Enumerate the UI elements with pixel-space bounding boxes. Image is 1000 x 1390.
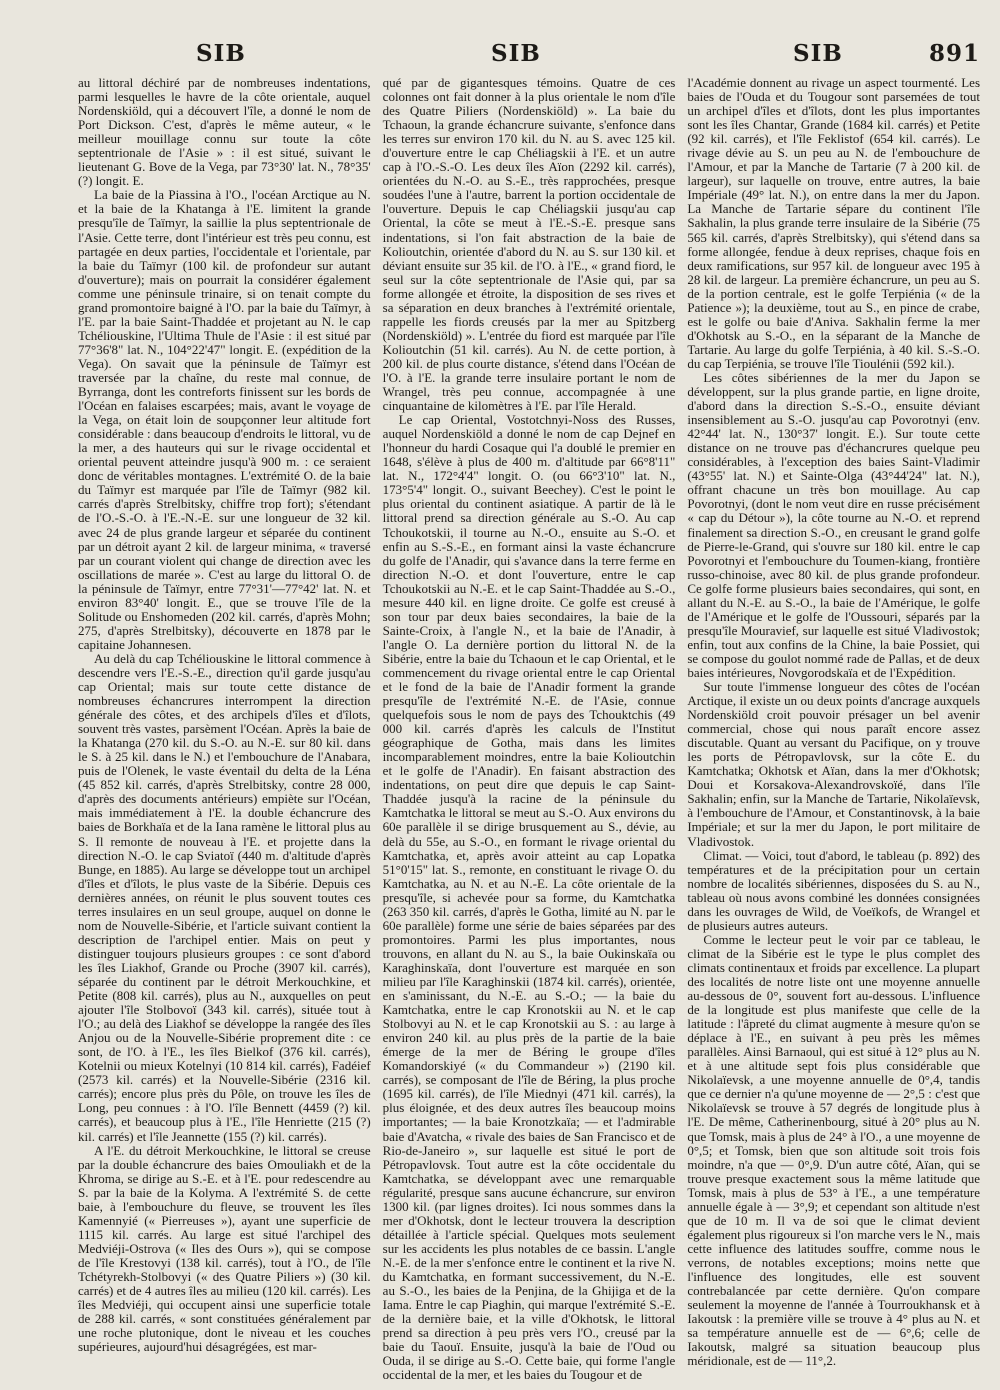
header-center: SIB <box>491 40 541 67</box>
paragraph: Comme le lecteur peut le voir par ce tableau, le climat de la Sibérie est le type le plus complet des climats continentaux et froids par excellence. La plupart des localités de notre liste ont une moyenne annuelle au-dessous de 0°, souvent fort au-dessous. L'influence de la longitude est plus manifeste que celle de la latitude : l'âpreté du climat augmente à mesure qu'on se déplace à l'E., en suivant à peu près les mêmes parallèles. Ainsi Barnaoul, qui est situé à 12° plus au N. et à une altitude sept fois plus considérable que Nikolaïevsk, a une moyenne annuelle de 0°,4, tandis que ce dernier n'a qu'une moyenne de — 2°,5 : c'est que Nikolaïevsk se trouve à 57 degrés de longitude plus à l'E. De même, Catherinenbourg, situé à 20° plus au N. que Tomsk, mais à plus de 24° à l'O., a une moyenne de 0°,5; et Tomsk, bien que son altitude soit trois fois moindre, n'a que — 0°,9. D'un autre côté, Aïan, qui se trouve presque exactement sous la même latitude que Tomsk, mais à plus de 53° à l'E., a une température annuelle égale à — 3°,9; et cependant son altitude n'est que de 10 m. Il va de soi que le climat devient également plus rigoureux si l'on marche vers le N., mais cette influence des latitudes souffre, comme nous le verrons, de notables exceptions; moins nette que l'influence des longitudes, elle est souvent contrebalancée par cette dernière. Qu'on compare seulement la moyenne de l'année à Tourroukhansk et à Iakoutsk : la première ville se trouve à 4° plus au N. et sa température annuelle est de — 6°,6; celle de Iakoutsk, malgré sa situation beaucoup plus méridionale, est de — 11°,2. <box>687 931 981 1369</box>
paragraph: Les côtes sibériennes de la mer du Japon se développent, sur la plus grande partie, en ligne droite, d'abord dans la direction S.-S.-O., ensuite déviant insensiblement au S.-O. jusqu'au cap Povorotnyi (env. 42°44' lat. N., 130°37' longit. E.). Sur toute cette distance on ne trouve pas d'échancrures quelque peu considérables, à l'exception des baies Saint-Vladimir (43°55' lat. N.) et Sainte-Olga (43°44'24" lat. N.), offrant chacune un très bon mouillage. Au cap Povorotnyi, (dont le nom veut dire en russe précisément « cap du Détour »), la côte tourne au N.-O. et reprend finalement sa direction S.-O., en creusant le grand golfe de Pierre-le-Grand, qui s'ouvre sur 180 kil. entre le cap Povorotnyi et l'embouchure du Toumen-kiang, frontière russo-chinoise, avec 80 kil. de plus grande profondeur. Ce golfe forme plusieurs baies secondaires, qui sont, en allant du N.-E. au S.-O., la baie de l'Amérique, le golfe de l'Amérique et le golfe de l'Oussouri, séparés par la presqu'île Mouravief, sur laquelle est situé Vladivostok; enfin, tout aux confins de la Chine, la baie Possiet, qui se compose du goulot nommé rade de Pallas, et de deux baies intérieures, Novgorodskaïa et de l'Expédition. <box>687 369 981 680</box>
paragraph: La baie de la Piassina à l'O., l'océan Arctique au N. et la baie de la Khatanga à l'E. limitent la grande presqu'île de Taïmyr, la saillie la plus septentrionale de l'Asie. Cette terre, dont l'intérieur est très peu connu, est partagée en deux parties, l'occidentale et l'orientale, par la baie du Taïmyr (100 kil. de profondeur sur autant d'ouverture); mais on pourrait la considérer également comme une péninsule trinaire, si on tenait compte du grand promontoire baigné à l'O. par la baie du Taïmyr, à l'E. par la baie Saint-Thaddée et projetant au N. le cap Tchéliouskine, l'Ultima Thule de l'Asie : il est situé par 77°36'8" lat. N., 104°22'47" longit. E. (expédition de la Vega). On savait que la péninsule de Taïmyr est traversée par la chaîne, du reste mal connue, de Byrranga, dont les contreforts finissent sur les bords de l'Océan en falaises escarpées; mais, avant le voyage de la Vega, on était loin de soupçonner leur altitude fort considérable : dans beaucoup d'endroits le littoral, vu de la mer, a des hauteurs qui sur le rivage occidental et oriental peuvent atteindre jusqu'à 900 m. : ce seraient donc de véritables montagnes. L'extrémité O. de la baie du Taïmyr est marquée par l'île de Taïmyr (982 kil. carrés d'après Strelbitsky, chiffre trop fort); s'étendant de l'O.-S.-O. à l'E.-N.-E. sur une longueur de 32 kil. avec 24 de plus grande largeur et séparée du continent par un détroit ayant 2 kil. de largeur minima, « traversé par un courant violent qui change de direction avec les oscillations de marée ». C'est au large du littoral O. de la péninsule de Taïmyr, entre 77°31'—77°42' lat. N. et environ 83°40' longit. E., que se trouve l'île de la Solitude ou Enshomeden (202 kil. carrés, d'après Mohn; 275, d'après Strelbitsky), découverte en 1878 par le capitaine Johannesen. <box>78 187 371 652</box>
paragraph: qué par de gigantesques témoins. Quatre de ces colonnes ont fait donner à la plus orientale le nom d'île des Quatre Piliers (Nordenskiöld) ». La baie du Tchaoun, la grande échancrure suivante, s'enfonce dans les terres sur environ 170 kil. du N. au S. avec 125 kil. d'ouverture entre le cap Chéliagskii à l'E. et un autre cap à l'O.-S.-O. Les deux îles Aïon (2292 kil. carrés), orientées du N.-O. au S.-E., très rapprochées, presque soudées l'une à l'autre, barrent la portion occidentale de l'ouverture. Depuis le cap Chéliagskii jusqu'au cap Oriental, la côte se meut à l'E.-S.-E. presque sans indentations, si l'on fait abstraction de la baie de Kolioutchin, orientée d'abord du N. au S. sur 130 kil. et déviant ensuite sur 35 kil. de l'O. à l'E., « grand fiord, le seul sur la côte septentrionale de l'Asie qui, par sa forme allongée et étroite, la disposition de ses rives et sa séparation en deux branches à l'extrémité orientale, rappelle les fiords creusés par la mer au Spitzberg (Nordenskiöld) ». L'entrée du fiord est marquée par l'île Kolioutchin (51 kil. carrés). Au N. de cette portion, à 200 kil. de plus courte distance, s'étend dans l'Océan de l'O. à l'E. la grande terre insulaire portant le nom de Wrangel, très peu connue, accompagnée à une cinquantaine de kilomètres à l'E. par l'île Herald. <box>382 75 676 414</box>
page-number: 891 <box>928 40 980 67</box>
paragraph: Au delà du cap Tchéliouskine le littoral commence à descendre vers l'E.-S.-E., direction qu'il garde jusqu'au cap Oriental; mais sur toute cette distance de nombreuses échancrures interrompent la direction générale des côtes, et des archipels d'îles et d'îlots, souvent très vastes, parsèment l'Océan. Après la baie de la Khatanga (270 kil. du S.-O. au N.-E. sur 80 kil. dans le S. à 25 kil. dans le N.) et l'embouchure de l'Anabara, puis de l'Olenek, le vaste éventail du delta de la Léna (45 852 kil. carrés, d'après Strelbitsky, contre 28 000, d'après des documents antérieurs) empiète sur l'Océan, mais immédiatement à l'E. la double échancrure des baies de Borkhaïa et de la Iana ramène le littoral plus au S. Il remonte de nouveau à l'E. et projette dans la direction N.-O. le cap Sviatoï (440 m. d'altitude d'après Bunge, en 1885). Au large se développe tout un archipel d'îles et d'îlots, le plus vaste de la Sibérie. Depuis ces dernières années, on réunit le plus souvent toutes ces terres insulaires en un seul groupe, auquel on donne le nom de Nouvelle-Sibérie, et l'article suivant contient la description de l'archipel entier. Mais on peut y distinguer toujours plusieurs groupes : ce sont d'abord les îles Liakhof, Grande ou Proche (3907 kil. carrés), séparée du continent par le détroit Merkouchkine, et Petite (808 kil. carrés), plus au N., auxquelles on peut ajouter l'île Stolbovoï (343 kil. carrés), située tout à l'O.; au delà des Liakhof se développe la rangée des îles Anjou ou de la Nouvelle-Sibérie proprement dite : ce sont, de l'O. à l'E., les îles Bielkof (376 kil. carrés), Kotelnii ou mieux Kotelnyi (10 814 kil. carrés), Fadéief (2573 kil. carrés) et la Nouvelle-Sibérie (2316 kil. carrés); encore plus près du Pôle, on trouve les îles de Long, peu connues : à l'O. l'île Bennett (4459 (?) kil. carrés), et beaucoup plus à l'E., l'île Henriette (215 (?) kil. carrés) et l'île Jeannette (155 (?) kil. carrés). <box>78 650 371 1144</box>
running-header <box>78 40 980 72</box>
column-2 <box>382 75 676 1383</box>
header-right: SIB <box>793 40 843 67</box>
paragraph: l'Académie donnent au rivage un aspect tourmenté. Les baies de l'Ouda et du Tougour sont parsemées de tout un archipel d'îles et d'îlots, dont les plus importantes sont les îles Chantar, Grande (1684 kil. carrés) et Petite (92 kil. carrés), et l'île Feklistof (654 kil. carrés). Le rivage dévie au S. un peu au N. de l'embouchure de l'Amour, et par la Manche de Tartarie (7 à 200 kil. de largeur), sur laquelle on trouve, entre autres, la baie Impériale (49° lat. N.), on entre dans la mer du Japon. La Manche de Tartarie sépare du continent l'île Sakhalin, la plus grande terre insulaire de la Sibérie (75 565 kil. carrés, d'après Strelbitsky), qui s'étend dans sa forme allongée, fendue à deux reprises, chaque fois en deux ramifications, sur 957 kil. de longueur avec 195 à 28 kil. de largeur. La première échancrure, un peu au S. de la portion centrale, est le golfe Terpiénia (« de la Patience »); la deuxième, tout au S., en pince de crabe, est le golfe ou baie d'Aniva. Sakhalin ferme la mer d'Okhotsk au S.-O., en la séparant de la Manche de Tartarie. Au large du golfe Terpiénia, à 40 kil. S.-S.-O. du cap Terpiénia, se trouve l'île Tioulénii (592 kil.). <box>687 75 981 371</box>
header-left: SIB <box>196 40 246 67</box>
column-3 <box>687 75 981 1369</box>
paragraph: Le cap Oriental, Vostotchnyi-Noss des Russes, auquel Nordenskiöld a donné le nom de cap Dejnef en l'honneur du hardi Cosaque qui l'a doublé le premier en 1648, s'élève à plus de 400 m. d'altitude par 66°8'11" lat. N., 172°4'4" longit. O. (ou 66°3'10" lat. N., 173°5'4" longit. O., suivant Beechey). C'est le point le plus oriental du continent asiatique. A partir de là le littoral prend sa direction générale au S.-O. Au cap Tchoukotskii, il tourne au N.-O., ensuite au S.-O. et enfin au S.-S.-E., en formant ainsi la vaste échancrure du golfe de l'Anadir, qui s'avance dans la terre ferme en direction N.-O. et dont l'ouverture, entre le cap Tchoukotskii au N.-E. et le cap Saint-Thaddée au S.-O., mesure 440 kil. en ligne droite. Ce golfe est creusé à son tour par deux baies secondaires, la baie de la Sainte-Croix, à l'angle N., et la baie de l'Anadir, à l'angle O. La dernière portion du littoral N. de la Sibérie, entre la baie du Tchaoun et le cap Oriental, et le commencement du rivage oriental entre le cap Oriental et le fond de la baie de l'Anadir forment la grande presqu'île de l'extrémité N.-E. de l'Asie, connue quelquefois sous le nom de pays des Tchouktchis (49 000 kil. carrés d'après les calculs de l'Institut géographique de Gotha, mais dans les limites incomparablement moindres, entre la baie Kolioutchin et le golfe de l'Anadir). En faisant abstraction des indentations, on peut dire que depuis le cap Saint-Thaddée jusqu'à la racine de la péninsule du Kamtchatka le littoral se meut au S.-O. Aux environs du 60e parallèle il se dirige brusquement au S., dévie, au delà du 55e, au S.-O., en formant le rivage oriental du Kamtchatka, et, après avoir atteint au cap Lopatka 51°0'15" lat. S., remonte, en constituant le rivage O. du Kamtchatka, au N. et au N.-E. La côte orientale de la presqu'île, si achevée pour sa forme, du Kamtchatka (263 350 kil. carrés, d'après le Gotha, limité au N. par le 60e parallèle) forme une série de baies séparées par des promontoires. Parmi les plus importantes, nous trouvons, en allant du N. au S., la baie Oukinskaïa ou Karaghinskaïa, dont l'ouverture est marquée en son milieu par l'île Karaghinskii (1874 kil. carrés), orientée, en s'aminissant, du N.-E. au S.-O.; — la baie du Kamtchatka, entre le cap Kronotskii au N. et le cap Stolbovyi au N. et le cap Kronotskii au S. : au large à environ 240 kil. au plus près de la partie de la baie émerge de la mer de Béring le groupe d'îles Komandorskiyé (« du Commandeur ») (2190 kil. carrés), se composant de l'île de Béring, la plus proche (1695 kil. carrés), de l'île Miednyi (471 kil. carrés), la plus éloignée, et des deux autres îles beaucoup moins importantes; — la baie Kronotzkaïa; — et l'admirable baie d'Avatcha, « rivale des baies de San Francisco et de Rio-de-Janeiro », sur laquelle est situé le port de Pétropavlovsk. Tout autre est la côte occidentale du Kamtchatka, se développant avec une remarquable régularité, presque sans aucune échancrure, sur environ 1300 kil. (par lignes droites). Ici nous sommes dans la mer d'Okhotsk, dont le lecteur trouvera la description détaillée à l'article spécial. Quelques mots seulement sur les accidents les plus notables de ce bassin. L'angle N.-E. de la mer s'enfonce entre le continent et la rive N. du Kamtchatka, en formant successivement, du N.-E. au S.-O., les baies de la Penjina, de la Ghijiga et de la Iama. Entre le cap Piaghin, qui marque l'extrémité S.-E. de la dernière baie, et la ville d'Okhotsk, le littoral prend sa direction à peu près vers l'O., creusé par la baie du Taouï. Ensuite, jusqu'à la baie de l'Oud ou Ouda, il se dirige au S.-O. Cette baie, qui forme l'angle occidental de la mer, et les baies du Tougour et de <box>382 412 676 1383</box>
text-columns <box>78 75 981 1383</box>
paragraph: Sur toute l'immense longueur des côtes de l'océan Arctique, il existe un ou deux points d'ancrage auxquels Nordenskiöld croit pouvoir présager un bel avenir commercial, chose qui nous paraît encore assez discutable. Quant au versant du Pacifique, on y trouve les ports de Pétropavlovsk, sur la côte E. du Kamtchatka; Okhotsk et Aïan, dans la mer d'Okhotsk; Doui et Korsakova-Alexandrovskoïé, dans l'île Sakhalin; enfin, sur la Manche de Tartarie, Nikolaïevsk, à l'embouchure de l'Amour, et Constantinovsk, à la baie Impériale; et sur la mer du Japon, le port militaire de Vladivostok. <box>687 679 981 849</box>
paragraph: A l'E. du détroit Merkouchkine, le littoral se creuse par la double échancrure des baies Omouliakh et de la Khroma, se dirige au S.-E. et à l'E. pour redescendre au S. par la baie de la Kolyma. A l'extrémité S. de cette baie, à l'embouchure du fleuve, se trouvent les îles Kamennyié (« Pierreuses »), ayant une superficie de 1115 kil. carrés. Au large est situé l'archipel des Medviéji-Ostrova (« Iles des Ours »), qui se compose de l'île Krestovyi (138 kil. carrés), tout à l'O., de l'île Tchétyrekh-Stolbovyi (« des Quatre Piliers ») (30 kil. carrés) et de 4 autres îles au milieu (120 kil. carrés). Les îles Medviéji, qui occupent ainsi une superficie totale de 288 kil. carrés, « sont constituées généralement par une roche plutonique, dont le niveau et les couches supérieures, aujourd'hui désagrégées, est mar- <box>78 1142 371 1355</box>
column-1 <box>78 76 371 1360</box>
paragraph: au littoral déchiré par de nombreuses indentations, parmi lesquelles le havre de la côte orientale, auquel Nordenskiöld, qui a découvert l'île, a donné le nom de Port Dickson. C'est, d'après le même auteur, « le meilleur mouillage connu sur toute la côte septentrionale de l'Asie » : il est situé, suivant le lieutenant G. Bove de la Vega, par 73°30' lat. N., 78°35' (?) longit. E. <box>78 75 371 189</box>
paragraph: Climat. — Voici, tout d'abord, le tableau (p. 892) des températures et de la précipitation pour un certain nombre de localités sibériennes, disposées du S. au N., tableau où nous avons combiné les données consignées dans les ouvrages de Wild, de Voeïkofs, de Wrangel et de plusieurs autres auteurs. <box>687 847 981 933</box>
